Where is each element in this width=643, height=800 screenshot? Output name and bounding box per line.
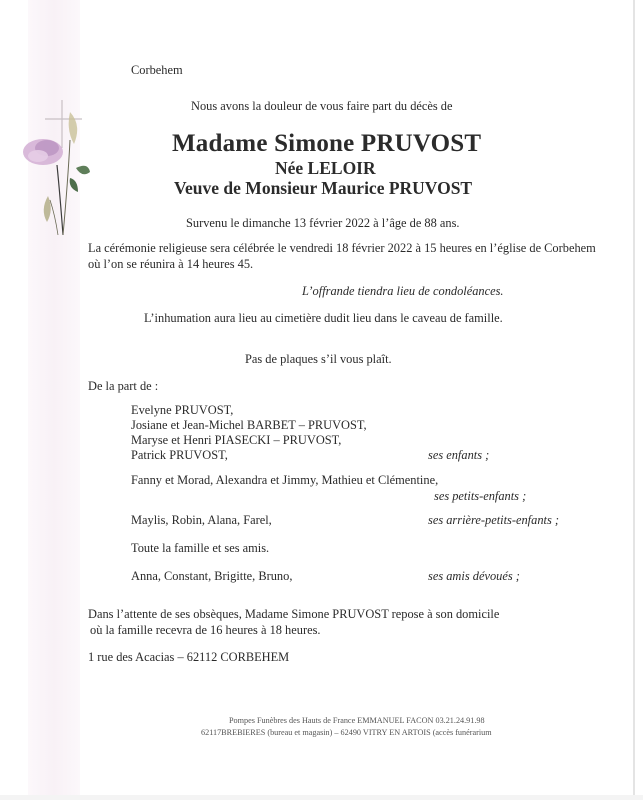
child-name: Maryse et Henri PIASECKI – PRUVOST, [131,433,342,447]
children-label: ses enfants ; [428,448,490,462]
maiden-name: Née LELOIR [275,158,376,178]
friends-names: Anna, Constant, Brigitte, Bruno, [131,569,293,583]
no-plaques-note: Pas de plaques s’il vous plaît. [245,352,392,366]
grandchildren-label: ses petits-enfants ; [434,489,527,503]
death-info: Survenu le dimanche 13 février 2022 à l’âge de 88 ans. [186,216,460,230]
great-grandchildren-label: ses arrière-petits-enfants ; [428,513,559,527]
rest-line-1: Dans l’attente de ses obsèques, Madame Simone PRUVOST repose à son domicile [88,607,500,621]
address-text: 1 rue des Acacias – 62112 CORBEHEM [88,650,290,664]
child-name: Patrick PRUVOST, [131,448,228,462]
child-name: Josiane et Jean-Michel BARBET – PRUVOST, [131,418,367,432]
funeral-home-line-2: 62117BREBIERES (bureau et magasin) – 62490 VITRY EN ARTOIS (accès funérarium [201,728,492,737]
burial-info: L’inhumation aura lieu au cimetière dudit lieu dans le caveau de famille. [144,311,503,325]
widow-of: Veuve de Monsieur Maurice PRUVOST [174,178,473,198]
offering-note: L’offrande tiendra lieu de condoléances. [302,284,504,298]
location-text: Corbehem [131,63,183,77]
friends-label: ses amis dévoués ; [428,569,520,583]
grandchildren-names: Fanny et Morad, Alexandra et Jimmy, Mathieu et Clémentine, [131,473,439,487]
from-label: De la part de : [88,379,159,393]
ceremony-line-2: où l’on se réunira à 14 heures 45. [88,257,254,271]
ceremony-line-1: La cérémonie religieuse sera célébrée le vendredi 18 février 2022 à 15 heures en l’église de Corbehem [88,241,596,255]
child-name: Evelyne PRUVOST, [131,403,234,417]
rest-line-2: où la famille recevra de 16 heures à 18 heures. [90,623,321,637]
cross-rose-wheat-icon [10,100,90,240]
page-edge [633,0,635,795]
funeral-home-line-1: Pompes Funèbres des Hauts de France EMMANUEL FACON 03.21.24.91.98 [229,716,485,725]
deceased-name: Madame Simone PRUVOST [172,130,482,157]
great-grandchildren-names: Maylis, Robin, Alana, Farel, [131,513,272,527]
page-bottom-edge [0,795,643,800]
intro-text: Nous avons la douleur de vous faire part du décès de [191,99,453,113]
family-friends-text: Toute la famille et ses amis. [131,541,270,555]
